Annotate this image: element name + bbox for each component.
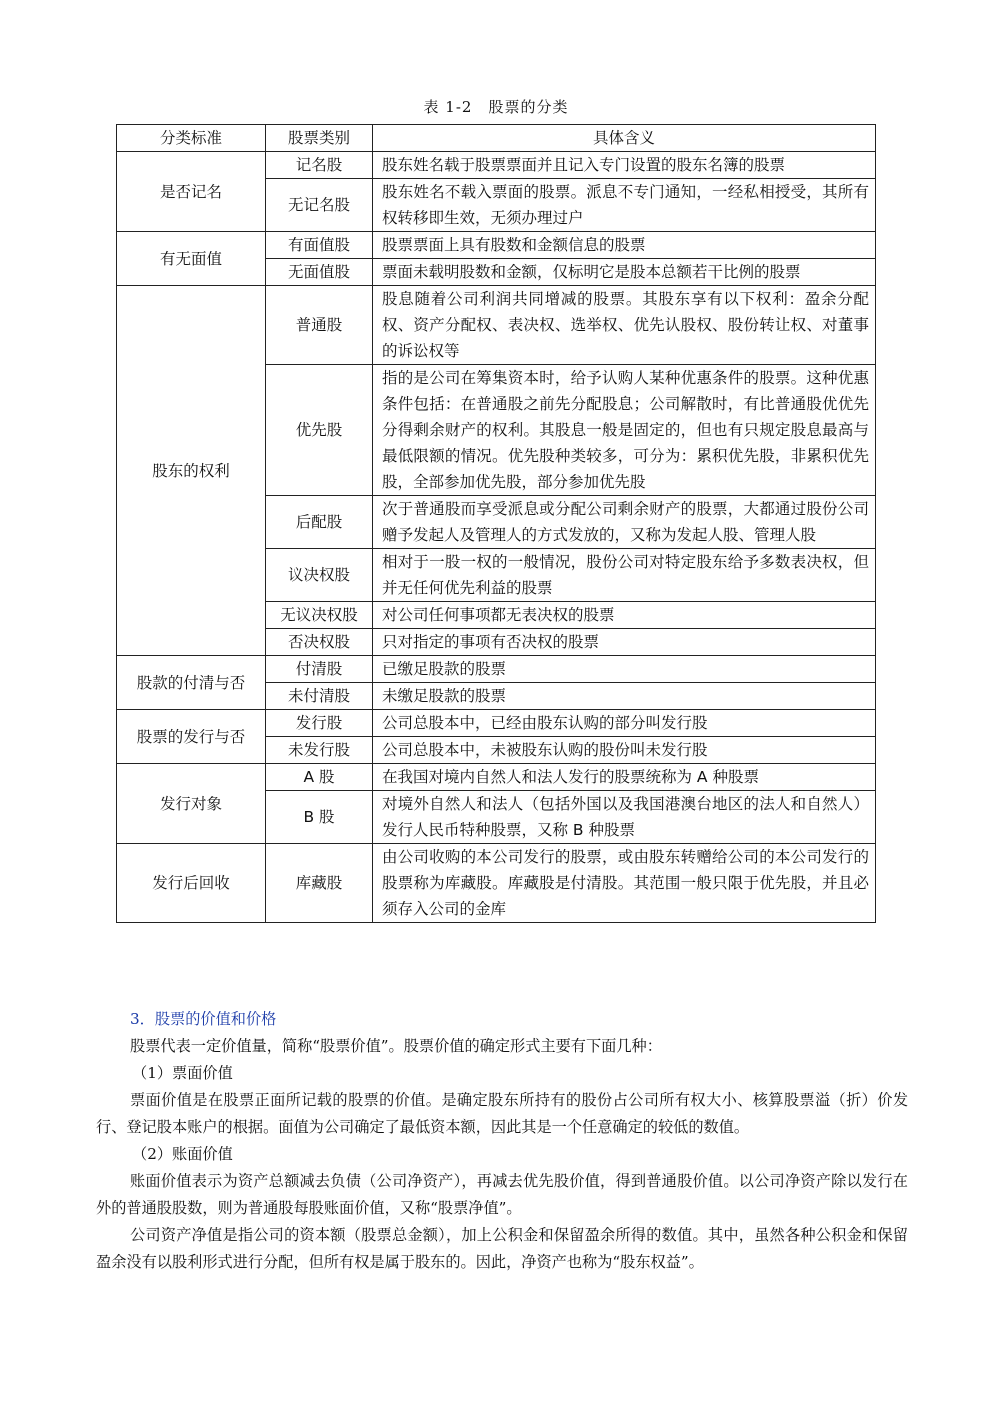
meaning-cell: 股票票面上具有股数和金额信息的股票 <box>373 232 876 259</box>
type-cell: 无面值股 <box>266 259 373 286</box>
type-cell: 优先股 <box>266 365 373 496</box>
criterion-cell: 是否记名 <box>117 152 266 232</box>
meaning-cell: 在我国对境内自然人和法人发行的股票统称为 A 种股票 <box>373 764 876 791</box>
table-header-row <box>117 125 876 152</box>
type-cell: 无记名股 <box>266 179 373 232</box>
table-row <box>117 286 876 365</box>
header-meaning: 具体含义 <box>373 125 876 152</box>
meaning-cell: 股东姓名载于股票票面并且记入专门设置的股东名簿的股票 <box>373 152 876 179</box>
meaning-cell: 次于普通股而享受派息或分配公司剩余财产的股票，大都通过股份公司赠予发起人及管理人的方式发放的，又称为发起人股、管理人股 <box>373 496 876 549</box>
type-cell: 付清股 <box>266 656 373 683</box>
meaning-cell: 公司总股本中，已经由股东认购的部分叫发行股 <box>373 710 876 737</box>
intro-paragraph: 股票代表一定价值量，简称“股票价值”。股票价值的确定形式主要有下面几种： <box>130 1037 662 1055</box>
meaning-cell: 由公司收购的本公司发行的股票，或由股东转赠给公司的本公司发行的股票称为库藏股。库藏股是付清股。其范围一般只限于优先股，并且必须存入公司的金库 <box>373 844 876 923</box>
type-cell: 普通股 <box>266 286 373 365</box>
type-cell: 记名股 <box>266 152 373 179</box>
meaning-cell: 票面未载明股数和金额，仅标明它是股本总额若干比例的股票 <box>373 259 876 286</box>
stock-classification-table <box>116 124 876 923</box>
type-cell: 未付清股 <box>266 683 373 710</box>
type-cell: B 股 <box>266 791 373 844</box>
criterion-cell: 股款的付清与否 <box>117 656 266 710</box>
type-cell: 议决权股 <box>266 549 373 602</box>
criterion-cell: 有无面值 <box>117 232 266 286</box>
meaning-cell: 未缴足股款的股票 <box>373 683 876 710</box>
header-type: 股票类别 <box>266 125 373 152</box>
meaning-cell: 已缴足股款的股票 <box>373 656 876 683</box>
table-row <box>117 656 876 683</box>
type-cell: 有面值股 <box>266 232 373 259</box>
type-cell: 发行股 <box>266 710 373 737</box>
criterion-cell: 发行对象 <box>117 764 266 844</box>
paragraph-book-value: 账面价值表示为资产总额减去负债（公司净资产），再减去优先股价值，得到普通股价值。以公司净资产除以发行在外的普通股股数，则为普通股每股账面价值，又称“股票净值”。 <box>96 1172 908 1217</box>
type-cell: A 股 <box>266 764 373 791</box>
table-row <box>117 764 876 791</box>
table-row <box>117 232 876 259</box>
type-cell: 库藏股 <box>266 844 373 923</box>
header-criterion: 分类标准 <box>117 125 266 152</box>
subheading-book-value: （2）账面价值 <box>132 1145 233 1163</box>
subheading-face-value: （1）票面价值 <box>132 1064 233 1082</box>
meaning-cell: 指的是公司在筹集资本时，给予认购人某种优惠条件的股票。这种优惠条件包括：在普通股之前先分配股息；公司解散时，有比普通股优优先分得剩余财产的权利。其股息一般是固定的，但也有只规定股息最高与最低限额的情况。优先股种类较多，可分为：累积优先股，非累积优先股，全部参加优先股，部分参加优先股 <box>373 365 876 496</box>
type-cell: 无议决权股 <box>266 602 373 629</box>
criterion-cell: 发行后回收 <box>117 844 266 923</box>
table-row <box>117 710 876 737</box>
meaning-cell: 股东姓名不载入票面的股票。派息不专门通知，一经私相授受，其所有权转移即生效，无须办理过户 <box>373 179 876 232</box>
body-text <box>96 1006 908 1276</box>
criterion-cell: 股东的权利 <box>117 286 266 656</box>
meaning-cell: 对境外自然人和法人（包括外国以及我国港澳台地区的法人和自然人）发行人民币特种股票，又称 B 种股票 <box>373 791 876 844</box>
paragraph-face-value: 票面价值是在股票正面所记载的股票的价值。是确定股东所持有的股份占公司所有权大小、核算股票溢（折）价发行、登记股本账户的根据。面值为公司确定了最低资本额，因此其是一个任意确定的较低的数值。 <box>96 1091 908 1136</box>
table-row <box>117 844 876 923</box>
type-cell: 后配股 <box>266 496 373 549</box>
table-row <box>117 152 876 179</box>
type-cell: 未发行股 <box>266 737 373 764</box>
table-caption: 表 1-2 股票的分类 <box>423 98 569 116</box>
criterion-cell: 股票的发行与否 <box>117 710 266 764</box>
meaning-cell: 只对指定的事项有否决权的股票 <box>373 629 876 656</box>
type-cell: 否决权股 <box>266 629 373 656</box>
meaning-cell: 股息随着公司利润共同增减的股票。其股东享有以下权利：盈余分配权、资产分配权、表决权、选举权、优先认股权、股份转让权、对董事的诉讼权等 <box>373 286 876 365</box>
meaning-cell: 公司总股本中，未被股东认购的股份叫未发行股 <box>373 737 876 764</box>
section-heading: 3．股票的价值和价格 <box>130 1010 277 1028</box>
paragraph-net-assets: 公司资产净值是指公司的资本额（股票总金额），加上公积金和保留盈余所得的数值。其中，虽然各种公积金和保留盈余没有以股利形式进行分配，但所有权是属于股东的。因此，净资产也称为“股东权益”。 <box>96 1226 908 1271</box>
meaning-cell: 相对于一股一权的一般情况，股份公司对特定股东给予多数表决权，但并无任何优先利益的股票 <box>373 549 876 602</box>
meaning-cell: 对公司任何事项都无表决权的股票 <box>373 602 876 629</box>
